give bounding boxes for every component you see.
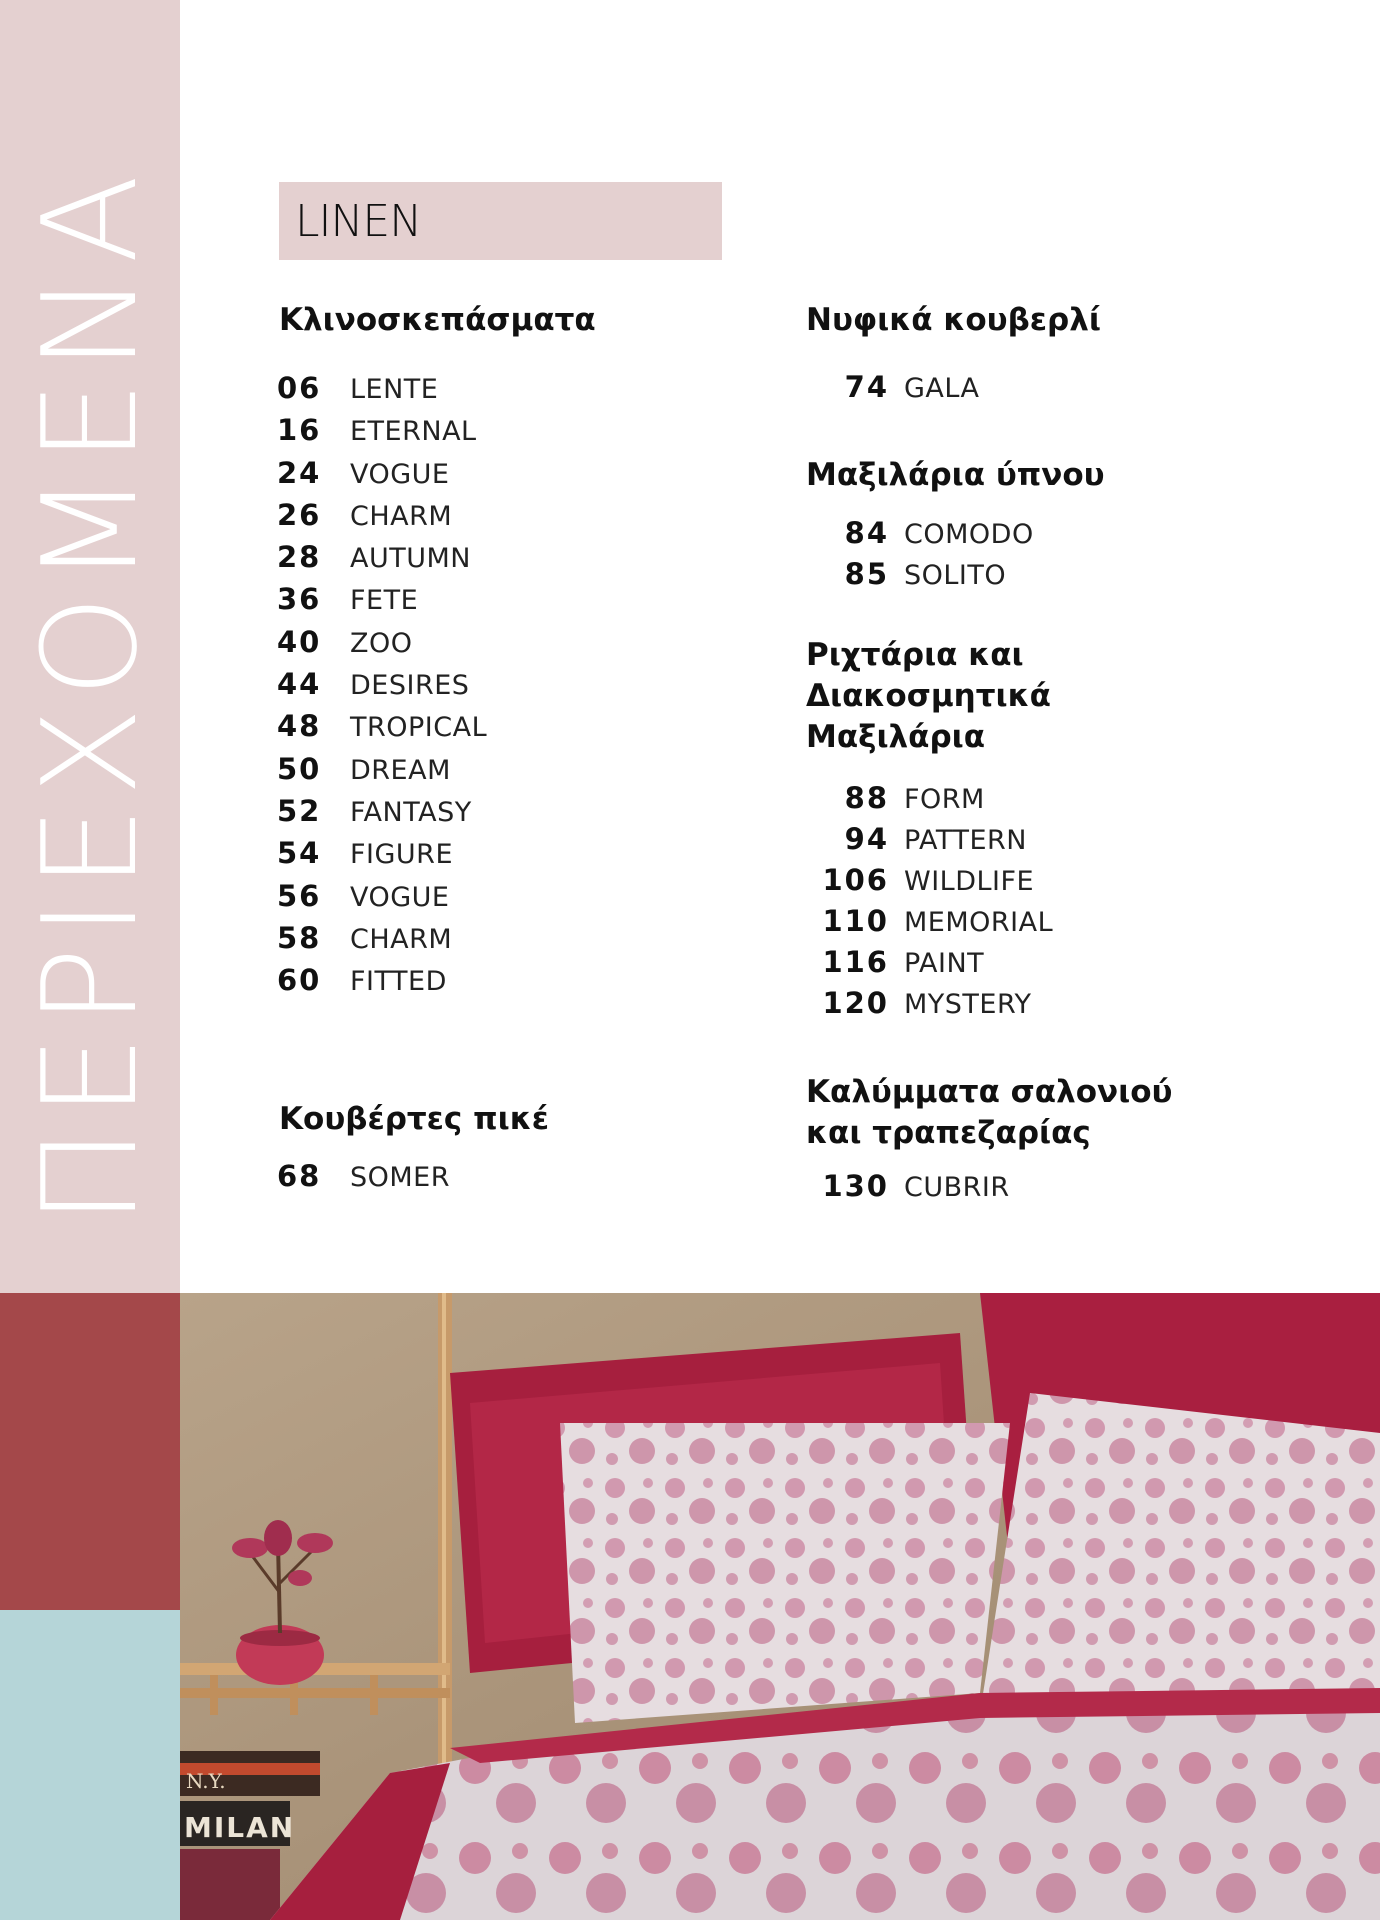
page-number: 40 bbox=[277, 624, 322, 659]
book-spine-text: MILAN bbox=[184, 1811, 296, 1844]
page-number: 68 bbox=[277, 1159, 322, 1193]
product-name: DREAM bbox=[350, 754, 451, 786]
page-number: 116 bbox=[822, 945, 889, 979]
page-number: 74 bbox=[844, 370, 889, 404]
product-name: SOMER bbox=[350, 1162, 451, 1193]
product-name: MYSTERY bbox=[904, 989, 1032, 1020]
product-name: AUTUMN bbox=[350, 543, 471, 575]
product-name: FETE bbox=[350, 585, 419, 617]
section-heading-bridal-coverlets: Νυφικά κουβερλί bbox=[806, 302, 1101, 338]
product-name: COMODO bbox=[904, 519, 1034, 550]
section-heading-throws-cushions bbox=[806, 635, 1051, 758]
product-name: VOGUE bbox=[350, 458, 450, 490]
page-number: 106 bbox=[822, 863, 889, 897]
product-name: WILDLIFE bbox=[904, 866, 1035, 897]
section-heading-sleep-pillows: Μαξιλάρια ύπνου bbox=[806, 457, 1105, 493]
page-number: 94 bbox=[844, 822, 889, 856]
product-name: ZOO bbox=[350, 627, 413, 659]
page-number: 28 bbox=[277, 540, 322, 575]
heading-line: Μαξιλάρια bbox=[806, 719, 986, 755]
page-number: 60 bbox=[277, 963, 322, 998]
page-number: 88 bbox=[844, 781, 889, 815]
page-number: 58 bbox=[277, 920, 322, 955]
brand-label-box bbox=[279, 182, 722, 260]
product-name: MEMORIAL bbox=[904, 907, 1054, 938]
brand-label: LINEN bbox=[295, 196, 422, 247]
section-heading-sofa-covers bbox=[806, 1072, 1172, 1154]
heading-line: και τραπεζαρίας bbox=[806, 1115, 1091, 1151]
product-name: DESIRES bbox=[350, 670, 470, 702]
book-spine-text: N.Y. bbox=[186, 1769, 226, 1793]
product-name: CHARM bbox=[350, 923, 453, 955]
product-name: FIGURE bbox=[350, 839, 453, 871]
page-number: 48 bbox=[277, 709, 322, 744]
product-name: PAINT bbox=[904, 948, 985, 979]
product-name: CHARM bbox=[350, 500, 453, 532]
heading-line: Ριχτάρια και bbox=[806, 637, 1024, 673]
product-name: FORM bbox=[904, 784, 985, 815]
page-number: 56 bbox=[277, 878, 322, 913]
product-name: TROPICAL bbox=[350, 712, 488, 744]
page-number: 06 bbox=[277, 371, 322, 405]
page-number: 52 bbox=[277, 793, 322, 828]
page-number: 26 bbox=[277, 497, 322, 532]
page-number: 50 bbox=[277, 751, 322, 786]
page-number: 24 bbox=[277, 455, 322, 490]
product-name: LENTE bbox=[350, 374, 439, 405]
page-number: 44 bbox=[277, 667, 322, 702]
product-name: CUBRIR bbox=[904, 1172, 1010, 1203]
page-number: 85 bbox=[844, 557, 889, 591]
sidebar-red-band bbox=[0, 1293, 180, 1610]
product-name: FITTED bbox=[350, 966, 447, 998]
bedroom-photo bbox=[180, 1293, 1380, 1920]
product-name: PATTERN bbox=[904, 825, 1027, 856]
heading-line: Καλύμματα σαλονιού bbox=[806, 1074, 1173, 1110]
product-name: VOGUE bbox=[350, 881, 450, 913]
product-name: GALA bbox=[904, 373, 980, 404]
page-number: 84 bbox=[844, 516, 889, 550]
page-title: ΠΕΡΙΕΧΟΜΕΝΑ bbox=[14, 164, 166, 1226]
product-name: SOLITO bbox=[904, 560, 1007, 591]
sidebar-teal-band bbox=[0, 1610, 180, 1920]
product-name: FANTASY bbox=[350, 796, 472, 828]
section-heading-pique-blankets: Κουβέρτες πικέ bbox=[279, 1101, 549, 1137]
page-number: 36 bbox=[277, 582, 322, 617]
page-number: 110 bbox=[822, 904, 889, 938]
section-heading-bedding: Κλινοσκεπάσματα bbox=[279, 302, 596, 338]
page-number: 54 bbox=[277, 836, 322, 871]
heading-line: Διακοσμητικά bbox=[806, 678, 1051, 714]
product-name: ETERNAL bbox=[350, 416, 477, 448]
page-number: 120 bbox=[822, 986, 889, 1020]
page-number: 130 bbox=[822, 1169, 889, 1203]
page-number: 16 bbox=[277, 413, 322, 448]
